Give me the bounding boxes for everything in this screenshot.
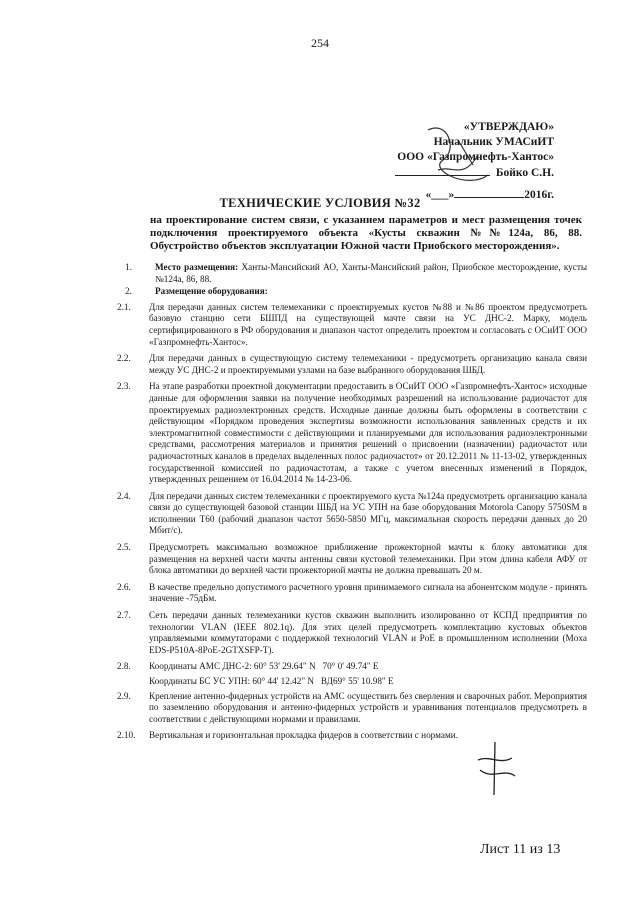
list-item: 2.4. Для передачи данных систем телемеханики с проектируемого куста №124а предусмотреть организацию канала связи до существующей базовой станции ШБД на УС УПН на базе оборудования Motorola Canopy 5750SM в исполнении T60 (рабочий диапазон частот 5650-5850 МГц, максимальная скорость передачи данных до 20 Мбит/с). (117, 490, 587, 536)
handwritten-signature-icon (470, 740, 520, 800)
coordinate-value: 70° 0' 49.74" E (322, 661, 379, 672)
approval-company: ООО «Газпромнефть-Хантос» (397, 151, 554, 163)
coordinates-row (117, 676, 587, 688)
section-label: Размещение оборудования: (155, 286, 268, 297)
list-item: 2.6. В качестве предельно допустимого расчетного уровня принимаемого сигнала на абонентском модуле - принять значение -75дБм. (117, 581, 587, 604)
approval-name: Бойко С.Н. (495, 167, 554, 179)
list-item: 2.9. Крепление антенно-фидерных устройств на АМС осуществить без сверления и сварочных работ. Мероприятия по заземлению оборудования и антенно-фидерных устройств и уравнивания потенциалов предусмотреть в соответствии с действующими нормами и правилами. (117, 690, 587, 724)
coordinate-value: ВД69° 55' 10.98" E (320, 676, 394, 686)
list-item: 2.10. Вертикальная и горизонтальная прокладка фидеров в соответствии с нормами. (117, 730, 458, 741)
approval-position: Начальник УМАСиИТ (433, 136, 554, 148)
list-item: 2.5. Предусмотреть максимально возможное приближение прожекторной мачты к блоку автоматики для размещения на верхней части мачты антенны связи кустовой телемеханики. При этом длина кабеля АФУ от блока автоматики до верхней части прожекторной мачты не должна превышать 20 м. (117, 542, 587, 576)
approval-heading: «УТВЕРЖДАЮ» (463, 121, 554, 133)
coordinate-label: Координаты АМС ДНС-2: 60° 53' 29.64" N (149, 661, 316, 672)
approval-block (354, 120, 554, 203)
document-title: ТЕХНИЧЕСКИЕ УСЛОВИЯ №32 (219, 196, 421, 210)
approval-signatory (354, 165, 554, 181)
conditions-list (117, 262, 587, 747)
section-equipment (117, 286, 587, 298)
page-number: 254 (311, 36, 329, 50)
section-number: 1. (125, 262, 132, 272)
section-text: Ханты-Мансийский АО, Ханты-Мансийский район, Приобское месторождение, кусты №124а, 86, 88. (155, 262, 588, 284)
section-number: 2. (125, 286, 132, 297)
coordinates-row: 2.8. Координаты АМС ДНС-2: 60° 53' 29.64" N 70° 0' 49.74" E (117, 661, 379, 672)
list-item: 2.1. Для передачи данных систем телемеханики с проектируемых кустов №88 и №86 проектом предусмотреть базовую станцию сети БШПД на существующей мачте связи на УС ДНС-2. Марку, модель сертифицированного в РФ оборудования и диапазон частот определить проектом и согласовать с ОСиИТ ООО «Газпромнефть-Хантос». (117, 301, 587, 347)
section-label: Место размещения: (155, 262, 239, 272)
list-item: 2.7. Сеть передачи данных телемеханики кустов скважин выполнить изолированно от КСПД предприятия по технологии VLAN (IEEE 802.1q). Для этих целей предусмотреть комплектацию кустовых объектов управляемыми коммутаторами с поддержкой технологий VLAN и PoE в промышленном исполнении (Moxa EDS-P510A-8PoE-2GTXSFP-T). (117, 610, 587, 655)
date-day: «___» (425, 189, 455, 201)
section-location (117, 262, 587, 285)
list-item: 2.2. Для передачи данных в существующую систему телемеханики - предусмотреть организацию канала связи между УС ДНС-2 и проектируемыми узлами на базе выбранного оборудования ШБД. (117, 353, 587, 375)
coordinate-label: Координаты БС УС УПН: 60° 44' 12.42" N (149, 676, 315, 686)
date-year: 2016г. (524, 189, 554, 201)
list-item: 2.3. На этапе разработки проектной документации предоставить в ОСиИТ ООО «Газпромнефть-Хантос» исходные данные для оформления заявки на получение необходимых разрешений на использование радиочастот для проектируемых радиоэлектронных средств. Исходные данные должны быть оформлены в соответствии с действующим «Порядком проведения экспертизы возможности использования заявленных средств и их электромагнитной совместимости с действующими и планируемыми для использования радиоэлектронными средствами, рассмотрения материалов и принятия решений о присвоении (назначении) радиочастот или радиочастотных каналов в пределах выделенных полос радиочастот» от 20.12.2011 № 11-13-02, утвержденных государственной комиссией по радиочастотам, а также с учетом внесенных изменений в Порядок, утвержденных решением от 16.04.2014 № 14-23-06. (117, 381, 587, 485)
signature-line (395, 165, 490, 176)
sheet-counter: Лист 11 из 13 (480, 842, 561, 857)
document-subtitle: на проектирование систем связи, с указанием параметров и мест размещения точек подключения проектируемого объекта «Кусты скважин №№124а, 86, 88. Обустройство объектов эксплуатации Южной части Приобского месторождения». (150, 214, 582, 252)
